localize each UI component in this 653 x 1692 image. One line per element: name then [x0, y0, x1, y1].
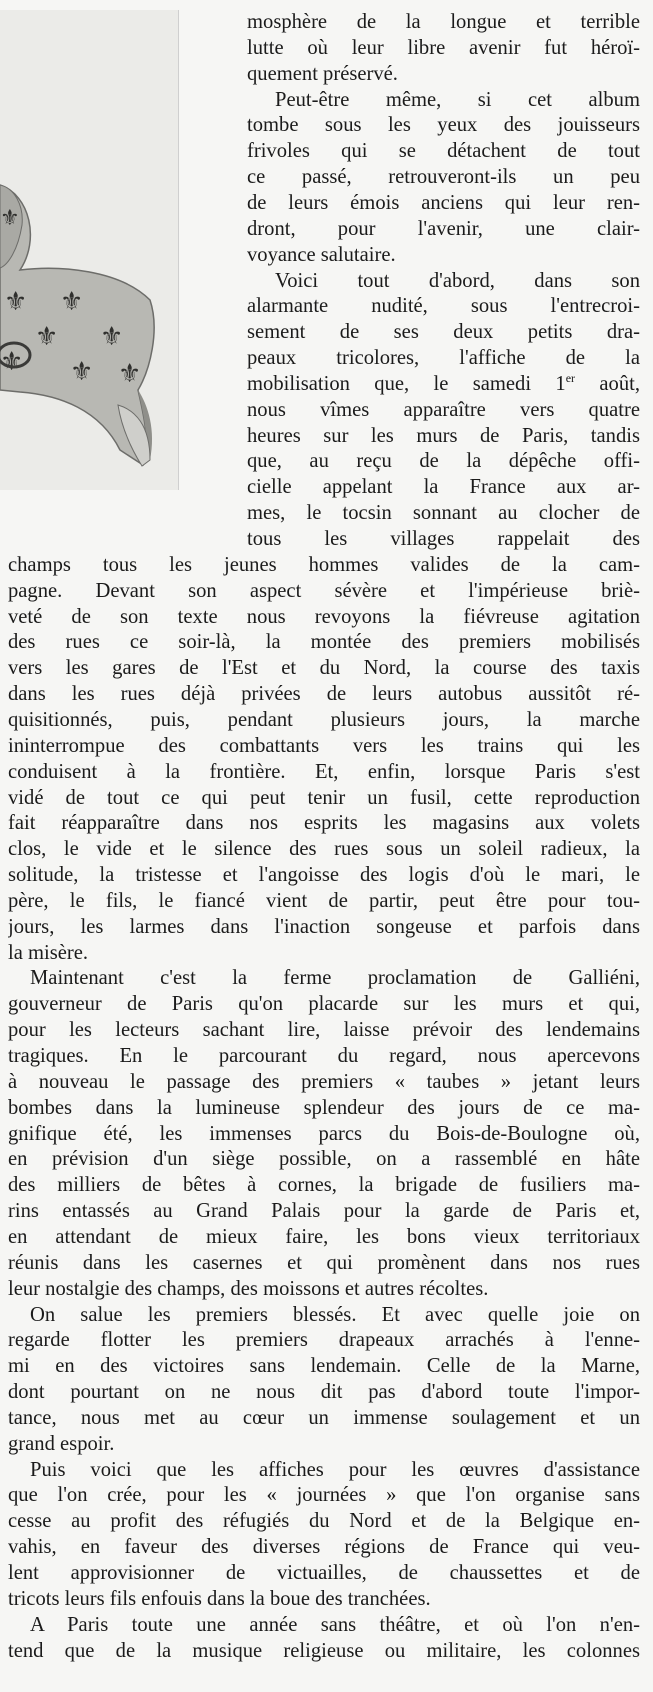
text-line	[247, 60, 640, 88]
text-line-content: On salue les premiers blessés. Et avec quelle joie on	[30, 1303, 640, 1326]
text-line	[8, 1275, 640, 1303]
text-line	[8, 1223, 640, 1251]
text-line-tail: août,	[575, 372, 640, 395]
text-line-content: lutte où leur libre avenir fut héroï-	[247, 36, 640, 59]
text-line	[8, 784, 640, 812]
text-line-content: la misère.	[8, 941, 89, 964]
text-line-content: mobilisation que, le samedi 1	[247, 372, 566, 395]
text-line-content: frivoles qui se détachent de tout	[247, 140, 640, 163]
flag-illustration	[0, 10, 179, 490]
text-line	[247, 8, 640, 36]
text-line	[8, 1068, 640, 1096]
text-line	[8, 1481, 640, 1509]
text-line-content: réunis dans les casernes et qui promènent dans nos rues	[8, 1251, 640, 1274]
text-line-content: tricots leurs fils enfouis dans la boue des tranchées.	[8, 1587, 431, 1610]
text-line	[8, 1016, 640, 1044]
text-line	[8, 913, 640, 941]
text-line	[8, 1352, 640, 1380]
text-line-content: solitude, la tristesse et l'angoisse des logis d'où le mari, le	[8, 864, 640, 887]
text-line	[275, 267, 640, 295]
text-line-content: dans les rues déjà privées de leurs autobus aussitôt ré-	[8, 683, 640, 706]
text-line-content: pagne. Devant son aspect sévère et l'impérieuse briè-	[8, 579, 640, 602]
text-line	[8, 577, 640, 605]
text-line-content: fait réapparaître dans nos esprits les magasins aux volets	[8, 812, 640, 835]
text-line-content: lent approvisionner de victuailles, de chaussettes et de	[8, 1562, 640, 1584]
text-line	[8, 1585, 640, 1613]
text-line-content: cesse au profit des réfugiés du Nord et de la Belgique en-	[8, 1510, 640, 1533]
text-line-content: bombes dans la lumineuse splendeur des jours de ce ma-	[8, 1096, 640, 1119]
text-line	[8, 1378, 640, 1406]
text-line-content: conduisent à la frontière. Et, enfin, lorsque Paris s'est	[8, 760, 640, 783]
text-line-content: en prévision d'un siège possible, on a rassemblé en hâte	[8, 1148, 640, 1171]
text-line-content: peaux tricolores, l'affiche de la	[247, 347, 640, 370]
text-line-content: quisitionnés, puis, pendant plusieurs jours, la marche	[8, 708, 640, 731]
text-line	[8, 939, 640, 967]
text-line-content: grand espoir.	[8, 1432, 115, 1455]
text-line-content: Peut-être même, si cet album	[275, 88, 640, 111]
text-line	[247, 499, 640, 527]
text-line	[247, 370, 640, 398]
text-line	[8, 809, 640, 837]
text-line	[8, 1197, 640, 1225]
text-line-content: vers les gares de l'Est et du Nord, la course des taxis	[8, 657, 640, 680]
text-line-content: en attendant de mieux faire, les bons vieux territoriaux	[8, 1225, 640, 1248]
text-line-content: regarde flotter les premiers drapeaux arrachés à l'enne-	[8, 1329, 640, 1352]
text-line	[8, 1637, 640, 1665]
text-line	[8, 1171, 640, 1199]
text-line	[247, 318, 640, 346]
text-line	[247, 447, 640, 475]
text-line	[247, 292, 640, 320]
text-line-content: leur nostalgie des champs, des moissons et autres récoltes.	[8, 1277, 489, 1300]
text-line-content: Voici tout d'abord, dans son	[275, 269, 640, 292]
text-line-content: tragiques. En le parcourant du regard, nous apercevons	[8, 1045, 640, 1067]
text-line-content: rins entassés au Grand Palais pour la garde de Paris et,	[8, 1200, 640, 1223]
text-line-content: que, au reçu de la dépêche offi-	[247, 450, 640, 473]
text-line-content: champs tous les jeunes hommes valides de la cam-	[8, 553, 640, 576]
text-line	[8, 758, 640, 786]
text-line	[247, 111, 640, 139]
text-line	[8, 1404, 640, 1432]
svg-text:⚜: ⚜	[70, 357, 94, 387]
text-line	[8, 603, 640, 631]
text-line	[8, 1094, 640, 1122]
text-line-content: mi en des victoires sans lendemain. Celle de la Marne,	[8, 1355, 640, 1378]
text-line	[8, 706, 640, 734]
text-line-content: Puis voici que les affiches pour les œuvres d'assistance	[30, 1458, 640, 1481]
text-line-content: Maintenant c'est la ferme proclamation de Galliéni,	[30, 967, 640, 990]
text-line-content: ce passé, retrouveront-ils un peu	[247, 166, 640, 189]
text-line	[30, 964, 640, 992]
text-line	[275, 86, 640, 114]
text-line	[30, 1301, 640, 1329]
fleur-de-lis-flag-icon	[0, 10, 178, 490]
text-line	[8, 1120, 640, 1148]
text-line	[8, 1145, 640, 1173]
text-line-content: de leurs émois anciens qui leur ren-	[247, 191, 640, 214]
text-line	[8, 628, 640, 656]
text-line	[8, 1533, 640, 1561]
svg-text:⚜: ⚜	[0, 347, 24, 377]
text-line-content: mosphère de la longue et terrible	[247, 11, 640, 33]
text-line-content: jours, les larmes dans l'inaction songeuse et parfois dans	[8, 915, 640, 938]
superscript: er	[565, 371, 576, 386]
text-line-content: sement de ses deux petits dra-	[247, 321, 640, 344]
text-line	[8, 1507, 640, 1535]
text-line	[8, 887, 640, 915]
text-line-content: tance, nous met au cœur un immense soulagement et un	[8, 1406, 640, 1429]
svg-text:⚜: ⚜	[4, 287, 28, 317]
text-line-content: heures sur les murs de Paris, tandis	[247, 424, 640, 447]
svg-text:⚜: ⚜	[60, 287, 84, 317]
text-line-content: gouverneur de Paris qu'on placarde sur les murs et qui,	[8, 993, 640, 1016]
text-line	[8, 654, 640, 682]
text-line-content: tombe sous les yeux des jouisseurs	[247, 114, 640, 137]
text-line-content: veté de son texte nous revoyons la fiévreuse agitation	[8, 605, 640, 628]
text-line-content: père, le fils, le fiancé vient de partir, peut être pour tou-	[8, 889, 640, 912]
text-line	[8, 835, 640, 863]
text-line-content: alarmante nudité, sous l'entrecroi-	[247, 295, 640, 318]
text-line	[8, 680, 640, 708]
text-line	[30, 1456, 640, 1484]
text-line-content: vidé de tout ce qui peut tenir un fusil, cette reproduction	[8, 786, 640, 809]
text-line	[247, 525, 640, 553]
text-line-content: nous vîmes apparaître vers quatre	[247, 398, 640, 421]
text-line-content: à nouveau le passage des premiers « taubes » jetant leurs	[8, 1070, 640, 1093]
text-line	[247, 396, 640, 424]
svg-text:⚜: ⚜	[100, 322, 124, 352]
text-line	[8, 861, 640, 889]
text-line	[30, 1611, 640, 1639]
text-line	[8, 990, 640, 1018]
svg-text:⚜: ⚜	[118, 359, 142, 389]
text-line-content: tend que de la musique religieuse ou militaire, les colonnes	[8, 1639, 640, 1662]
text-line-content: des rues ce soir-là, la montée des premiers mobilisés	[8, 631, 640, 654]
text-line	[247, 163, 640, 191]
text-line-content: mes, le tocsin sonnant au clocher de	[247, 502, 640, 525]
svg-text:⚜: ⚜	[0, 206, 20, 231]
text-line	[247, 344, 640, 372]
text-line-content: dont pourtant on ne nous dit pas d'abord toute l'impor-	[8, 1381, 640, 1404]
text-line	[8, 1249, 640, 1277]
text-line-content: A Paris toute une année sans théâtre, et où l'on n'en-	[30, 1613, 640, 1636]
text-line	[247, 473, 640, 501]
text-line-content: clos, le vide et le silence des rues sous un soleil radieux, la	[8, 838, 640, 861]
text-line-content: vahis, en faveur des diverses régions de France qui veu-	[8, 1536, 640, 1559]
text-line	[8, 551, 640, 579]
text-line	[247, 137, 640, 165]
text-line-content: dront, pour l'avenir, une clair-	[247, 217, 640, 240]
text-line-content: quement préservé.	[247, 62, 398, 85]
text-line-content: ininterrompue des combattants vers les trains qui les	[8, 734, 640, 757]
text-line	[8, 1559, 640, 1587]
text-line-content: des milliers de bêtes à cornes, la brigade de fusiliers ma-	[8, 1174, 640, 1197]
text-line-content: cielle appelant la France aux ar-	[247, 476, 640, 499]
text-line-content: gnifique été, les immenses parcs du Bois-de-Boulogne où,	[8, 1122, 640, 1145]
text-line	[8, 1326, 640, 1354]
text-line-content: voyance salutaire.	[247, 243, 396, 266]
text-line	[247, 241, 640, 269]
text-line	[247, 215, 640, 243]
text-line	[8, 1430, 640, 1458]
text-line-content: pour les lecteurs sachant lire, laisse prévoir des lendemains	[8, 1019, 640, 1042]
text-line	[247, 34, 640, 62]
text-line	[8, 1042, 640, 1070]
svg-text:⚜: ⚜	[35, 322, 59, 352]
text-line	[247, 189, 640, 217]
text-line	[247, 422, 640, 450]
text-line-content: tous les villages rappelait des	[247, 528, 640, 550]
text-line	[8, 732, 640, 760]
text-line-content: que l'on crée, pour les « journées » que l'on organise sans	[8, 1484, 640, 1507]
